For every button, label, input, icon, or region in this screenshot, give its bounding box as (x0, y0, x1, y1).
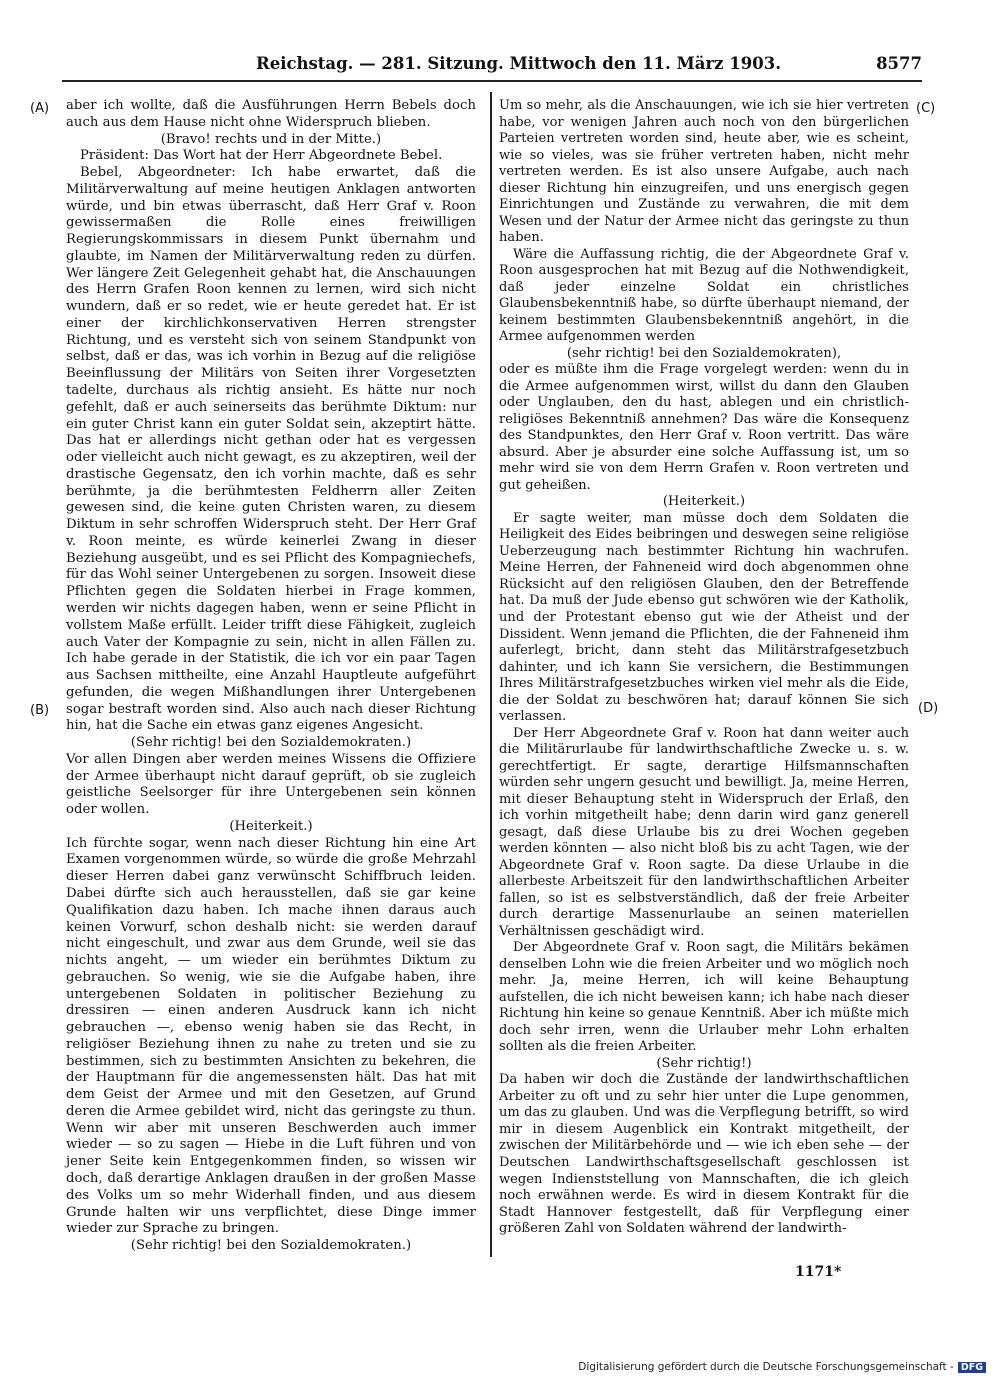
column-divider (490, 92, 492, 1257)
interjection: (Sehr richtig! bei den Sozialdemokraten.) (130, 735, 412, 751)
running-header (256, 53, 922, 75)
running-title: Reichstag. — 281. Sitzung. Mittwoch den 11. März 1903. (256, 54, 781, 73)
paragraph: aber ich wollte, daß die Ausführungen Herrn Bebels doch auch aus dem Hause nicht ohne Widerspruch blieben. (66, 98, 476, 130)
paragraph: Ich fürchte sogar, wenn nach dieser Richtung hin eine Art Examen vorgenommen würde, so würde die große Mehrzahl dieser Herren dabei ganz verwünscht Schiffbruch leiden. Dabei dürfte sich auch herausstellen, daß sie gar keine Qualifikation dazu haben. Ich mache ihnen daraus auch keinen Vorwurf, schon deshalb nicht: sie werden darauf nicht eingeschult, und zwar aus dem Grunde, weil sie das nichts angeht, — um wieder ein berühmtes Diktum zu gebrauchen. So wenig, wie sie die Aufgabe haben, ihre untergebenen Soldaten in politischer Beziehung zu dressiren — einen anderen Ausdruck kann ich nicht gebrauchen —, ebenso wenig haben sie das Recht, in religiöser Beziehung ihnen zu nahe zu treten und sie zu bestimmen, sich zu bestimmten Ansichten zu bekehren, die der Hauptmann für die angemessensten hält. Das hat mit dem Geist der Armee und mit den Gesetzen, auf Grund deren die Armee gebildet wird, nicht das geringste zu thun. Wenn wir aber mit unseren Beschwerden auch immer wieder — so zu sagen — Hiebe in die Luft führen und von jener Seite kein Entgegenkommen finden, so wissen wir doch, daß derartige Anklagen draußen in der großen Masse des Volks um so mehr Widerhall finden, und aus diesem Grunde halten wir uns verpflichtet, diese Dinge immer wieder zur Sprache zu bringen. (66, 835, 476, 1237)
paragraph: Der Herr Abgeordnete Graf v. Roon hat dann weiter auch die Militärurlaube für landwirthschaftliche Zwecke u. s. w. gerechtfertigt. Er sagte, derartige Hilfsmannschaften würden sehr ungern gesucht und bewilligt. Ja, meine Herren, mit dieser Behauptung steht in Widerspruch der Erlaß, den ich vorhin mitgetheilt habe; denn darin wird ganz generell gesagt, daß diese Urlaube bis zu drei Wochen gegeben werden könnten — also nicht bloß bis zu acht Tagen, wie der Abgeordnete Graf v. Roon sagte. Da diese Urlaube in die allerbeste Arbeitszeit für den landwirthschaftlichen Arbeiter fallen, so ist es selbstverständlich, daß der freie Arbeiter durch derartige Massenurlaube an seinen materiellen Verhältnissen geschädigt wird. (499, 725, 909, 939)
interjection: (Sehr richtig!) (656, 1055, 752, 1071)
margin-marker-b: (B) (30, 703, 50, 718)
paragraph: Präsident: Das Wort hat der Herr Abgeordnete Bebel. (80, 148, 443, 164)
right-column (499, 98, 909, 1238)
interjection: (Bravo! rechts und in der Mitte.) (160, 131, 382, 147)
interjection: (Sehr richtig! bei den Sozialdemokraten.) (130, 1238, 412, 1254)
footer-text: Digitalisierung gefördert durch die Deutsche Forschungsgemeinschaft - (578, 1361, 954, 1373)
paragraph: Vor allen Dingen aber werden meines Wissens die Offiziere der Armee überhaupt nicht darauf geprüft, ob sie zugleich geistliche Seelsorger für ihre Untergebenen sein können oder wollen. (66, 751, 476, 818)
interjection: (Heiterkeit.) (662, 494, 746, 510)
signature-mark: 1171* (795, 1264, 842, 1280)
paragraph: oder es müßte ihm die Frage vorgelegt werden: wenn du in die Armee aufgenommen wirst, willst du dann den Glauben oder Unglauben, den du hast, ablegen und ein christlich-religiöses Bekenntniß annehmen? Das wäre die Konsequenz des Standpunktes, den Herr Graf v. Roon vertritt. Das wäre absurd. Aber je absurder eine solche Auffassung ist, um so mehr wird sie von dem Herrn Grafen v. Roon vertreten und gut geheißen. (499, 362, 909, 493)
paragraph: Um so mehr, als die Anschauungen, wie ich sie hier vertreten habe, vor wenigen Jahren auch noch von den bürgerlichen Parteien vertreten worden sind, heute aber, wie es scheint, wie so vieles, was sie früher vertreten haben, nicht mehr vertreten werden. Es ist also unsere Aufgabe, auch nach dieser Richtung hin einzugreifen, und uns energisch gegen Einrichtungen und Zustände zu verwahren, die mit dem Wesen und der Natur der Armee nicht das geringste zu thun haben. (499, 98, 909, 246)
interjection: (sehr richtig! bei den Sozialdemokraten), (566, 345, 842, 361)
header-rule (62, 80, 922, 82)
paragraph: Da haben wir doch die Zustände der landwirthschaftlichen Arbeiter zu oft und zu sehr hier unter die Lupe genommen, um das zu glauben. Und was die Verpflegung betrifft, so wird mir in diesem Augenblick ein Kontrakt mitgetheilt, der zwischen der Militärbehörde und — wie ich eben sehe — der Deutschen Landwirthschaftsgesellschaft geschlossen ist wegen Indienststellung von Mannschaften, die ich gleich noch erwähnen werde. Es wird in diesem Kontrakt für die Stadt Hannover festgestellt, daß für Verpflegung einer größeren Zahl von Soldaten während der landwirth- (499, 1072, 909, 1237)
left-column (66, 98, 476, 1255)
dfg-logo: DFG (958, 1362, 986, 1373)
paragraph: Er sagte weiter, man müsse doch dem Soldaten die Heiligkeit des Eides beibringen und deswegen seine religiöse Ueberzeugung nach bestimmter Richtung hin wachrufen. Meine Herren, der Fahneneid wird doch abgenommen ohne Rücksicht auf den religiösen Glauben, den der Betreffende hat. Da muß der Jude ebenso gut schwören wie der Katholik, und der Protestant ebenso gut wie der Atheist und der Dissident. Wenn jemand die Pflichten, die der Fahneneid ihm auferlegt, bricht, dann steht das Militärstrafgesetzbuch dahinter, und ich kann Sie versichern, die Bestimmungen Ihres Militärstrafgesetzbuches wirken viel mehr als die Eide, die der Soldat zu beschwören hat; darauf können Sie sich verlassen. (499, 510, 909, 725)
interjection: (Heiterkeit.) (229, 818, 313, 834)
paragraph: Bebel, Abgeordneter: Ich habe erwartet, daß die Militärverwaltung auf meine heutigen Anklagen antworten würde, und bin etwas überrascht, daß Herr Graf v. Roon gewissermaßen die Rolle eines freiwilligen Regierungskommissars in diesem Punkt übernahm und glaubte, im Namen der Militärverwaltung reden zu dürfen. Wer längere Zeit Gelegenheit gehabt hat, die Anschauungen des Herrn Grafen Roon kennen zu lernen, wird sich nicht wundern, daß er so redet, wie er heute geredet hat. Er ist einer der kirchlichkonservativen Herren strengster Richtung, und es versteht sich von seinem Standpunkt von selbst, daß er das, was ich vorhin in Bezug auf die religiöse Beeinflussung der Militärs von Seiten ihrer Vorgesetzten tadelte, durchaus als richtig ansieht. Es hätte nur noch gefehlt, daß er auch seinerseits das berühmte Diktum: nur ein guter Christ kann ein guter Soldat sein, akzeptirt hätte. Das hat er allerdings nicht gethan oder hat es vergessen oder vielleicht auch nicht gewagt, es zu akzeptiren, weil der drastische Gegensatz, den ich vorhin machte, daß es sehr berühmte, ja die berühmtesten Feldherrn aller Zeiten gewesen sind, die keine guten Christen waren, zu diesem Diktum in sehr schroffen Widerspruch steht. Der Herr Graf v. Roon meinte, es würde keinerlei Zwang in dieser Beziehung ausgeübt, und es sei Pflicht des Kompagniechefs, für das Wohl seiner Untergebenen zu sorgen. Insoweit diese Pflichten gegen die Soldaten hierbei in Frage kommen, werden wir nichts dagegen haben, wenn er seine Pflicht in vollstem Maße erfüllt. Leider trifft diese Fähigkeit, zugleich auch Vater der Kompagnie zu sein, nicht in allen Fällen zu. Ich habe gerade in der Statistik, die ich vor ein paar Tagen aus Sachsen mittheilte, eine Anzahl Hauptleute aufgeführt gefunden, die wegen Mißhandlungen ihrer Untergebenen sogar bestraft worden sind. Also auch nach dieser Richtung hin, hat die Sache ein etwas ganz eigenes Angesicht. (66, 165, 476, 734)
digitization-footer (578, 1361, 986, 1373)
paragraph: Wäre die Auffassung richtig, die der Abgeordnete Graf v. Roon ausgesprochen hat mit Bezug auf die Nothwendigkeit, daß jeder einzelne Soldat ein christliches Glaubensbekenntniß habe, so dürfte überhaupt niemand, der keinem bestimmten Glaubensbekenntniß angehört, in die Armee aufgenommen werden (499, 246, 909, 345)
paragraph: Der Abgeordnete Graf v. Roon sagt, die Militärs bekämen denselben Lohn wie die freien Arbeiter und wo möglich noch mehr. Ja, meine Herren, ich will keine Behauptung aufstellen, die ich nicht beweisen kann; ich habe nach dieser Richtung hin keine so genaue Kenntniß. Aber ich müßte mich doch sehr irren, wenn die Urlauber mehr Lohn erhalten sollten als die freien Arbeiter. (499, 940, 909, 1055)
margin-marker-c: (C) (916, 101, 936, 116)
page-number: 8577 (876, 54, 922, 73)
margin-marker-d: (D) (918, 701, 939, 716)
margin-marker-a: (A) (30, 101, 50, 116)
